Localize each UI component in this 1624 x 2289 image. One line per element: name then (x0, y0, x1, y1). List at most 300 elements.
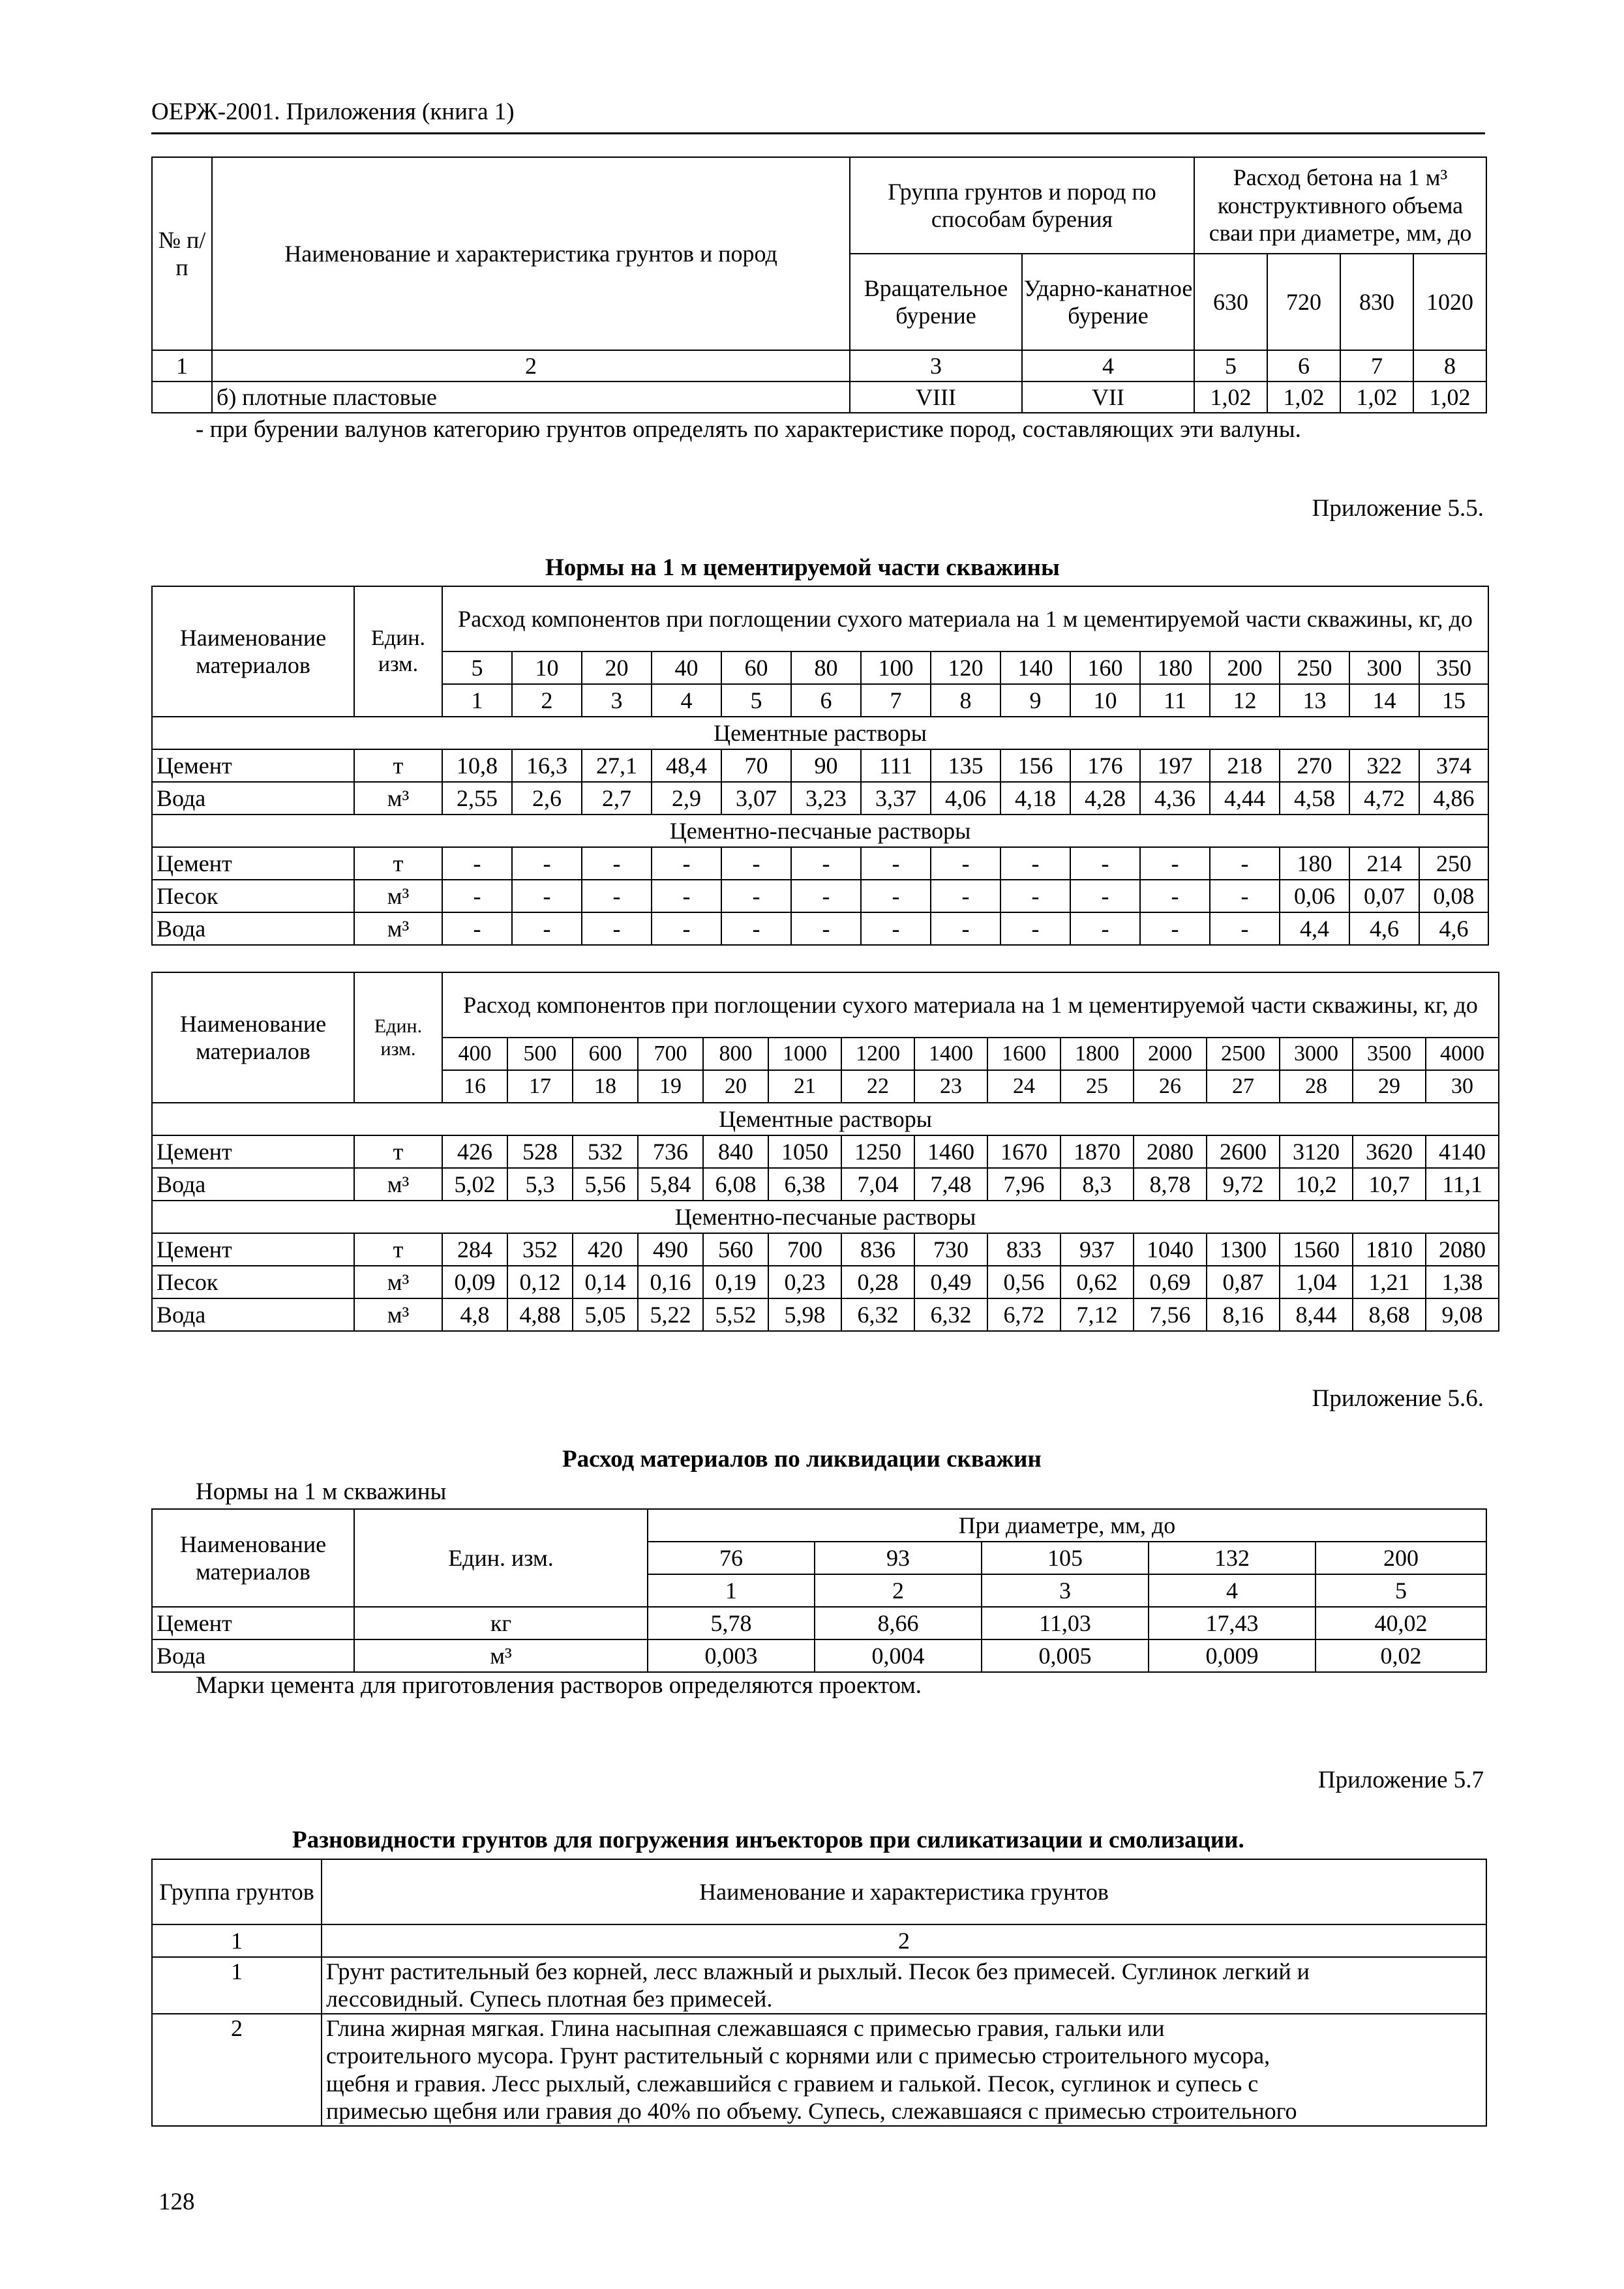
row-text-line: лессовидный. Супесь плотная без примесей. (326, 1986, 773, 2012)
column-number: 10 (1070, 684, 1140, 717)
row-unit: т (354, 1233, 442, 1266)
row-value: 528 (507, 1135, 573, 1168)
row-value: - (931, 847, 1000, 880)
row-value: - (1070, 880, 1140, 912)
header-material: Наименование материалов (152, 586, 354, 717)
row-unit: м³ (354, 1168, 442, 1201)
row-value: 322 (1349, 749, 1419, 782)
row-value: - (1000, 847, 1070, 880)
row-value: 2,55 (442, 782, 512, 815)
row-value: 5,05 (573, 1298, 638, 1331)
row-text-line: строительного мусора. Грунт растительный с корнями или с примесью строительного мусора, (326, 2042, 1271, 2069)
column-number: 20 (703, 1070, 768, 1103)
row-value: 3,23 (791, 782, 861, 815)
table-row (152, 749, 1488, 782)
row-value: 532 (573, 1135, 638, 1168)
row-value: 9,08 (1426, 1298, 1499, 1331)
absorption-value: 1800 (1060, 1038, 1134, 1070)
row-value: - (442, 847, 512, 880)
row-value: 17,43 (1149, 1607, 1316, 1639)
diameter-value: 93 (815, 1542, 982, 1574)
row-value: 0,06 (1280, 880, 1349, 912)
row-name: Цемент (152, 749, 354, 782)
absorption-value: 200 (1210, 651, 1280, 684)
row-value: 0,16 (638, 1266, 703, 1298)
row-value: 840 (703, 1135, 768, 1168)
row-value: 48,4 (652, 749, 721, 782)
row-text-line: Глина жирная мягкая. Глина насыпная слежавшаяся с примесью гравия, гальки или (326, 2014, 1165, 2041)
column-number: 17 (507, 1070, 573, 1103)
row-value: 270 (1280, 749, 1349, 782)
absorption-value: 1000 (768, 1038, 841, 1070)
row-value: 0,02 (1316, 1639, 1486, 1672)
column-number: 2 (815, 1574, 982, 1607)
row-value: 2,6 (512, 782, 582, 815)
row-value: 7,56 (1134, 1298, 1207, 1331)
header-group: Группа грунтов (152, 1859, 322, 1924)
column-number: 5 (1316, 1574, 1486, 1607)
row-text-line: Грунт растительный без корней, лесс влажный и рыхлый. Песок без примесей. Суглинок легкий и (326, 1958, 1310, 1984)
row-value: - (582, 912, 652, 945)
column-number: 1 (648, 1574, 815, 1607)
absorption-value: 700 (638, 1038, 703, 1070)
column-number: 4 (1149, 1574, 1316, 1607)
absorption-value: 800 (703, 1038, 768, 1070)
row-value: - (721, 880, 791, 912)
row-value: 5,02 (442, 1168, 507, 1201)
column-number: 29 (1353, 1070, 1426, 1103)
row-value: 4,86 (1419, 782, 1488, 815)
row-value: 1560 (1280, 1233, 1353, 1266)
column-number: 6 (1267, 350, 1340, 382)
column-number: 27 (1207, 1070, 1280, 1103)
column-number: 7 (861, 684, 931, 717)
row-group: 1 (152, 1957, 322, 2014)
diameter-value: 105 (982, 1542, 1149, 1574)
section-cement-sand-mortar: Цементно-песчаные растворы (152, 815, 1488, 847)
row-value: 4,4 (1280, 912, 1349, 945)
absorption-value: 350 (1419, 651, 1488, 684)
row-value: 5,3 (507, 1168, 573, 1201)
caption-5-7: Разновидности грунтов для погружения инъекторов при силикатизации и смолизации. (292, 1827, 1244, 1853)
column-number: 2 (212, 350, 850, 382)
row-unit: кг (354, 1607, 648, 1639)
row-text-line: щебня и гравия. Лесс рыхлый, слежавшийся с гравием и галькой. Песок, суглинок и супесь с (326, 2070, 1259, 2097)
cement-grade-note: Марки цемента для приготовления растворов определяются проектом. (196, 1672, 922, 1699)
row-unit: т (354, 1135, 442, 1168)
row-value: 0,28 (841, 1266, 914, 1298)
row-unit: м³ (354, 912, 442, 945)
row-value: 7,04 (841, 1168, 914, 1201)
row-value: 1670 (987, 1135, 1060, 1168)
header-material: Наименование материалов (152, 1509, 354, 1607)
column-number: 15 (1419, 684, 1488, 717)
row-value: - (1140, 880, 1210, 912)
row-value: 1460 (914, 1135, 987, 1168)
row-value: - (1070, 912, 1140, 945)
table-row (152, 1266, 1499, 1298)
cement-mortar-rows (152, 1135, 1499, 1201)
soil-types-table (151, 1859, 1487, 2127)
row-value: 3620 (1353, 1135, 1426, 1168)
running-head: ОЕРЖ-2001. Приложения (книга 1) (151, 98, 515, 125)
header-number: № п/п (152, 157, 212, 350)
table-row (152, 2014, 1486, 2126)
row-value: 1040 (1134, 1233, 1207, 1266)
row-value: - (861, 847, 931, 880)
cement-sand-mortar-rows (152, 1233, 1499, 1331)
row-value: 16,3 (512, 749, 582, 782)
row-value: - (512, 847, 582, 880)
row-value: 4,36 (1140, 782, 1210, 815)
row-text-line: примесью щебня или гравия до 40% по объему. Супесь, слежавшаяся с примесью строительного (326, 2098, 1297, 2125)
row-value: 352 (507, 1233, 573, 1266)
row-value: 490 (638, 1233, 703, 1266)
row-value: 214 (1349, 847, 1419, 880)
row-value: - (1210, 847, 1280, 880)
header-unit: Един. изм. (354, 972, 442, 1103)
cement-mortar-rows (152, 749, 1488, 815)
absorption-value: 2500 (1207, 1038, 1280, 1070)
row-value: 4,06 (931, 782, 1000, 815)
row-value: 5,56 (573, 1168, 638, 1201)
caption-5-5: Нормы на 1 м цементируемой части скважины (545, 554, 1060, 581)
column-number: 7 (1340, 350, 1413, 382)
row-value: 284 (442, 1233, 507, 1266)
row-value: 1300 (1207, 1233, 1280, 1266)
row-value: - (1140, 847, 1210, 880)
row-value: 156 (1000, 749, 1070, 782)
row-value: 420 (573, 1233, 638, 1266)
row-value: 1250 (841, 1135, 914, 1168)
absorption-value: 3000 (1280, 1038, 1353, 1070)
row-unit: м³ (354, 1639, 648, 1672)
row-name: Песок (152, 880, 354, 912)
row-value: 250 (1419, 847, 1488, 880)
absorption-value: 1400 (914, 1038, 987, 1070)
row-value: 7,48 (914, 1168, 987, 1201)
row-name: Цемент (152, 847, 354, 880)
row-value: 70 (721, 749, 791, 782)
row-value: 426 (442, 1135, 507, 1168)
row-value: 3120 (1280, 1135, 1353, 1168)
row-value: 135 (931, 749, 1000, 782)
row-value: 5,84 (638, 1168, 703, 1201)
row-value: 8,44 (1280, 1298, 1353, 1331)
row-value: 1810 (1353, 1233, 1426, 1266)
absorption-value: 1200 (841, 1038, 914, 1070)
row-value: 11,03 (982, 1607, 1149, 1639)
table-row (152, 1298, 1499, 1331)
row-value: 0,23 (768, 1266, 841, 1298)
absorption-value: 120 (931, 651, 1000, 684)
row-name: Песок (152, 1266, 354, 1298)
row-value: 1050 (768, 1135, 841, 1168)
row-value: - (1140, 912, 1210, 945)
row-value: - (1000, 880, 1070, 912)
column-number: 9 (1000, 684, 1070, 717)
row-value: 1,02 (1267, 382, 1340, 413)
caption-5-6: Расход материалов по ликвидации скважин (562, 1446, 1042, 1473)
header-diameter: 1020 (1413, 254, 1486, 350)
diameter-value: 76 (648, 1542, 815, 1574)
row-value: - (931, 912, 1000, 945)
row-value: 1,02 (1194, 382, 1267, 413)
row-value: 4,72 (1349, 782, 1419, 815)
column-number: 8 (1413, 350, 1486, 382)
row-value: - (861, 880, 931, 912)
column-number: 12 (1210, 684, 1280, 717)
row-value: 180 (1280, 847, 1349, 880)
row-value: 0,09 (442, 1266, 507, 1298)
column-number: 21 (768, 1070, 841, 1103)
header-soil-name: Наименование и характеристика грунтов и пород (212, 157, 850, 350)
row-value: 1870 (1060, 1135, 1134, 1168)
header-material: Наименование материалов (152, 972, 354, 1103)
row-value: 4,6 (1349, 912, 1419, 945)
row-value: 1,38 (1426, 1266, 1499, 1298)
row-value: - (1070, 847, 1140, 880)
row-name: Вода (152, 782, 354, 815)
row-value: 4140 (1426, 1135, 1499, 1168)
column-number: 22 (841, 1070, 914, 1103)
row-unit: т (354, 847, 442, 880)
row-name: б) плотные пластовые (212, 382, 850, 413)
row-value: 4,88 (507, 1298, 573, 1331)
row-value: 176 (1070, 749, 1140, 782)
column-number: 1 (152, 350, 212, 382)
header-drilling-group: Группа грунтов и пород по способам бурения (850, 157, 1194, 254)
row-value: - (791, 847, 861, 880)
column-number: 5 (1194, 350, 1267, 382)
row-value: - (1210, 880, 1280, 912)
row-value: 9,72 (1207, 1168, 1280, 1201)
row-value: 0,49 (914, 1266, 987, 1298)
row-value: 6,72 (987, 1298, 1060, 1331)
row-percussion: VII (1022, 382, 1194, 413)
row-value: - (652, 912, 721, 945)
row-value: 6,32 (914, 1298, 987, 1331)
row-value: 3,07 (721, 782, 791, 815)
column-number: 26 (1134, 1070, 1207, 1103)
header-concrete-consumption: Расход бетона на 1 м³ конструктивного объема сваи при диаметре, мм, до (1194, 157, 1486, 254)
row-value: - (1000, 912, 1070, 945)
header-diameter: 830 (1340, 254, 1413, 350)
row-value: 6,38 (768, 1168, 841, 1201)
absorption-value: 160 (1070, 651, 1140, 684)
absorption-value: 5 (442, 651, 512, 684)
row-value: 833 (987, 1233, 1060, 1266)
row-name: Цемент (152, 1607, 354, 1639)
absorption-value: 4000 (1426, 1038, 1499, 1070)
column-number: 13 (1280, 684, 1349, 717)
row-group: 2 (152, 2014, 322, 2126)
header-diameter: При диаметре, мм, до (648, 1509, 1486, 1542)
column-number: 25 (1060, 1070, 1134, 1103)
row-value: - (931, 880, 1000, 912)
table-row (152, 1168, 1499, 1201)
table-row (152, 1957, 1486, 2014)
well-liquidation-table (151, 1508, 1487, 1673)
row-value: - (512, 912, 582, 945)
header-diameter: 630 (1194, 254, 1267, 350)
row-value: 2080 (1134, 1135, 1207, 1168)
row-number (152, 382, 212, 413)
table-row (152, 1639, 1486, 1672)
row-name: Вода (152, 1168, 354, 1201)
column-number: 5 (721, 684, 791, 717)
absorption-value: 500 (507, 1038, 573, 1070)
column-number: 23 (914, 1070, 987, 1103)
row-unit: м³ (354, 782, 442, 815)
header-rotary: Вращательное бурение (850, 254, 1022, 350)
row-name: Вода (152, 1639, 354, 1672)
row-unit: м³ (354, 880, 442, 912)
section-cement-mortar: Цементные растворы (152, 1103, 1499, 1135)
row-value: 40,02 (1316, 1607, 1486, 1639)
column-number: 28 (1280, 1070, 1353, 1103)
row-value: 0,07 (1349, 880, 1419, 912)
column-number: 8 (931, 684, 1000, 717)
row-value: 4,44 (1210, 782, 1280, 815)
row-unit: т (354, 749, 442, 782)
absorption-value: 140 (1000, 651, 1070, 684)
row-value: - (721, 847, 791, 880)
appendix-5-7-label: Приложение 5.7 (1317, 1767, 1484, 1793)
row-value: 0,005 (982, 1639, 1149, 1672)
row-name: Цемент (152, 1135, 354, 1168)
row-value: - (512, 880, 582, 912)
row-value: 8,66 (815, 1607, 982, 1639)
row-value: - (721, 912, 791, 945)
absorption-value: 60 (721, 651, 791, 684)
table-row (152, 847, 1488, 880)
column-number: 4 (652, 684, 721, 717)
header-unit: Един. изм. (354, 1509, 648, 1607)
absorption-value: 100 (861, 651, 931, 684)
row-value: - (791, 912, 861, 945)
row-value: - (442, 880, 512, 912)
row-value: 7,96 (987, 1168, 1060, 1201)
row-value: 8,68 (1353, 1298, 1426, 1331)
column-number: 18 (573, 1070, 638, 1103)
absorption-value: 20 (582, 651, 652, 684)
table-row (152, 880, 1488, 912)
row-value: 0,87 (1207, 1266, 1280, 1298)
table-row (152, 782, 1488, 815)
row-unit: м³ (354, 1298, 442, 1331)
row-value: 700 (768, 1233, 841, 1266)
row-value: 1,04 (1280, 1266, 1353, 1298)
appendix-5-6-label: Приложение 5.6. (1312, 1385, 1484, 1412)
page-number: 128 (158, 2189, 195, 2215)
row-value: 11,1 (1426, 1168, 1499, 1201)
row-value: 5,22 (638, 1298, 703, 1331)
table-row (152, 382, 1486, 413)
column-number: 1 (442, 684, 512, 717)
row-value: 111 (861, 749, 931, 782)
row-value: 27,1 (582, 749, 652, 782)
table-row (152, 1135, 1499, 1168)
absorption-value: 1600 (987, 1038, 1060, 1070)
absorption-value: 300 (1349, 651, 1419, 684)
row-value: 0,004 (815, 1639, 982, 1672)
row-value: 3,37 (861, 782, 931, 815)
column-number: 3 (850, 350, 1022, 382)
row-value: 2,9 (652, 782, 721, 815)
row-value: 4,58 (1280, 782, 1349, 815)
header-percussion: Ударно-канатное бурение (1022, 254, 1194, 350)
row-value: 10,8 (442, 749, 512, 782)
absorption-value: 600 (573, 1038, 638, 1070)
header-rule (151, 132, 1485, 134)
row-value: 8,78 (1134, 1168, 1207, 1201)
row-value: - (791, 880, 861, 912)
row-value: 1,02 (1413, 382, 1486, 413)
row-value: 0,003 (648, 1639, 815, 1672)
section-cement-mortar: Цементные растворы (152, 717, 1488, 749)
absorption-value: 180 (1140, 651, 1210, 684)
header-consumption: Расход компонентов при поглощении сухого материала на 1 м цементируемой части скважины, кг, до (442, 972, 1499, 1038)
absorption-value: 400 (442, 1038, 507, 1070)
row-value: 197 (1140, 749, 1210, 782)
column-number: 24 (987, 1070, 1060, 1103)
header-diameter: 720 (1267, 254, 1340, 350)
row-value: 0,56 (987, 1266, 1060, 1298)
row-name: Вода (152, 1298, 354, 1331)
row-value: 4,6 (1419, 912, 1488, 945)
row-value: 374 (1419, 749, 1488, 782)
boulder-note: - при бурении валунов категорию грунтов определять по характеристике пород, составляющих эти валуны. (196, 416, 1301, 443)
row-value: 1,21 (1353, 1266, 1426, 1298)
header-unit: Един. изм. (354, 586, 442, 717)
absorption-value: 250 (1280, 651, 1349, 684)
row-value: 6,08 (703, 1168, 768, 1201)
column-number: 2 (512, 684, 582, 717)
row-value: 10,7 (1353, 1168, 1426, 1201)
row-value: 8,16 (1207, 1298, 1280, 1331)
absorption-value: 2000 (1134, 1038, 1207, 1070)
header-consumption: Расход компонентов при поглощении сухого материала на 1 м цементируемой части скважины, кг, до (442, 586, 1488, 651)
row-rotary: VIII (850, 382, 1022, 413)
row-value: 5,78 (648, 1607, 815, 1639)
row-name: Цемент (152, 1233, 354, 1266)
column-number: 16 (442, 1070, 507, 1103)
row-value: 8,3 (1060, 1168, 1134, 1201)
row-value: - (861, 912, 931, 945)
absorption-value: 40 (652, 651, 721, 684)
column-number: 4 (1022, 350, 1194, 382)
row-value: - (652, 847, 721, 880)
row-value: 90 (791, 749, 861, 782)
row-value: 736 (638, 1135, 703, 1168)
row-name: Вода (152, 912, 354, 945)
absorption-value: 10 (512, 651, 582, 684)
column-number: 3 (582, 684, 652, 717)
row-value: 0,08 (1419, 880, 1488, 912)
column-number: 30 (1426, 1070, 1499, 1103)
row-value: 0,12 (507, 1266, 573, 1298)
column-number: 19 (638, 1070, 703, 1103)
row-value: - (652, 880, 721, 912)
row-value: 2,7 (582, 782, 652, 815)
column-number: 14 (1349, 684, 1419, 717)
diameter-value: 200 (1316, 1542, 1486, 1574)
row-value: 0,009 (1149, 1639, 1316, 1672)
row-unit: м³ (354, 1266, 442, 1298)
diameter-value: 132 (1149, 1542, 1316, 1574)
row-value: 4,28 (1070, 782, 1140, 815)
